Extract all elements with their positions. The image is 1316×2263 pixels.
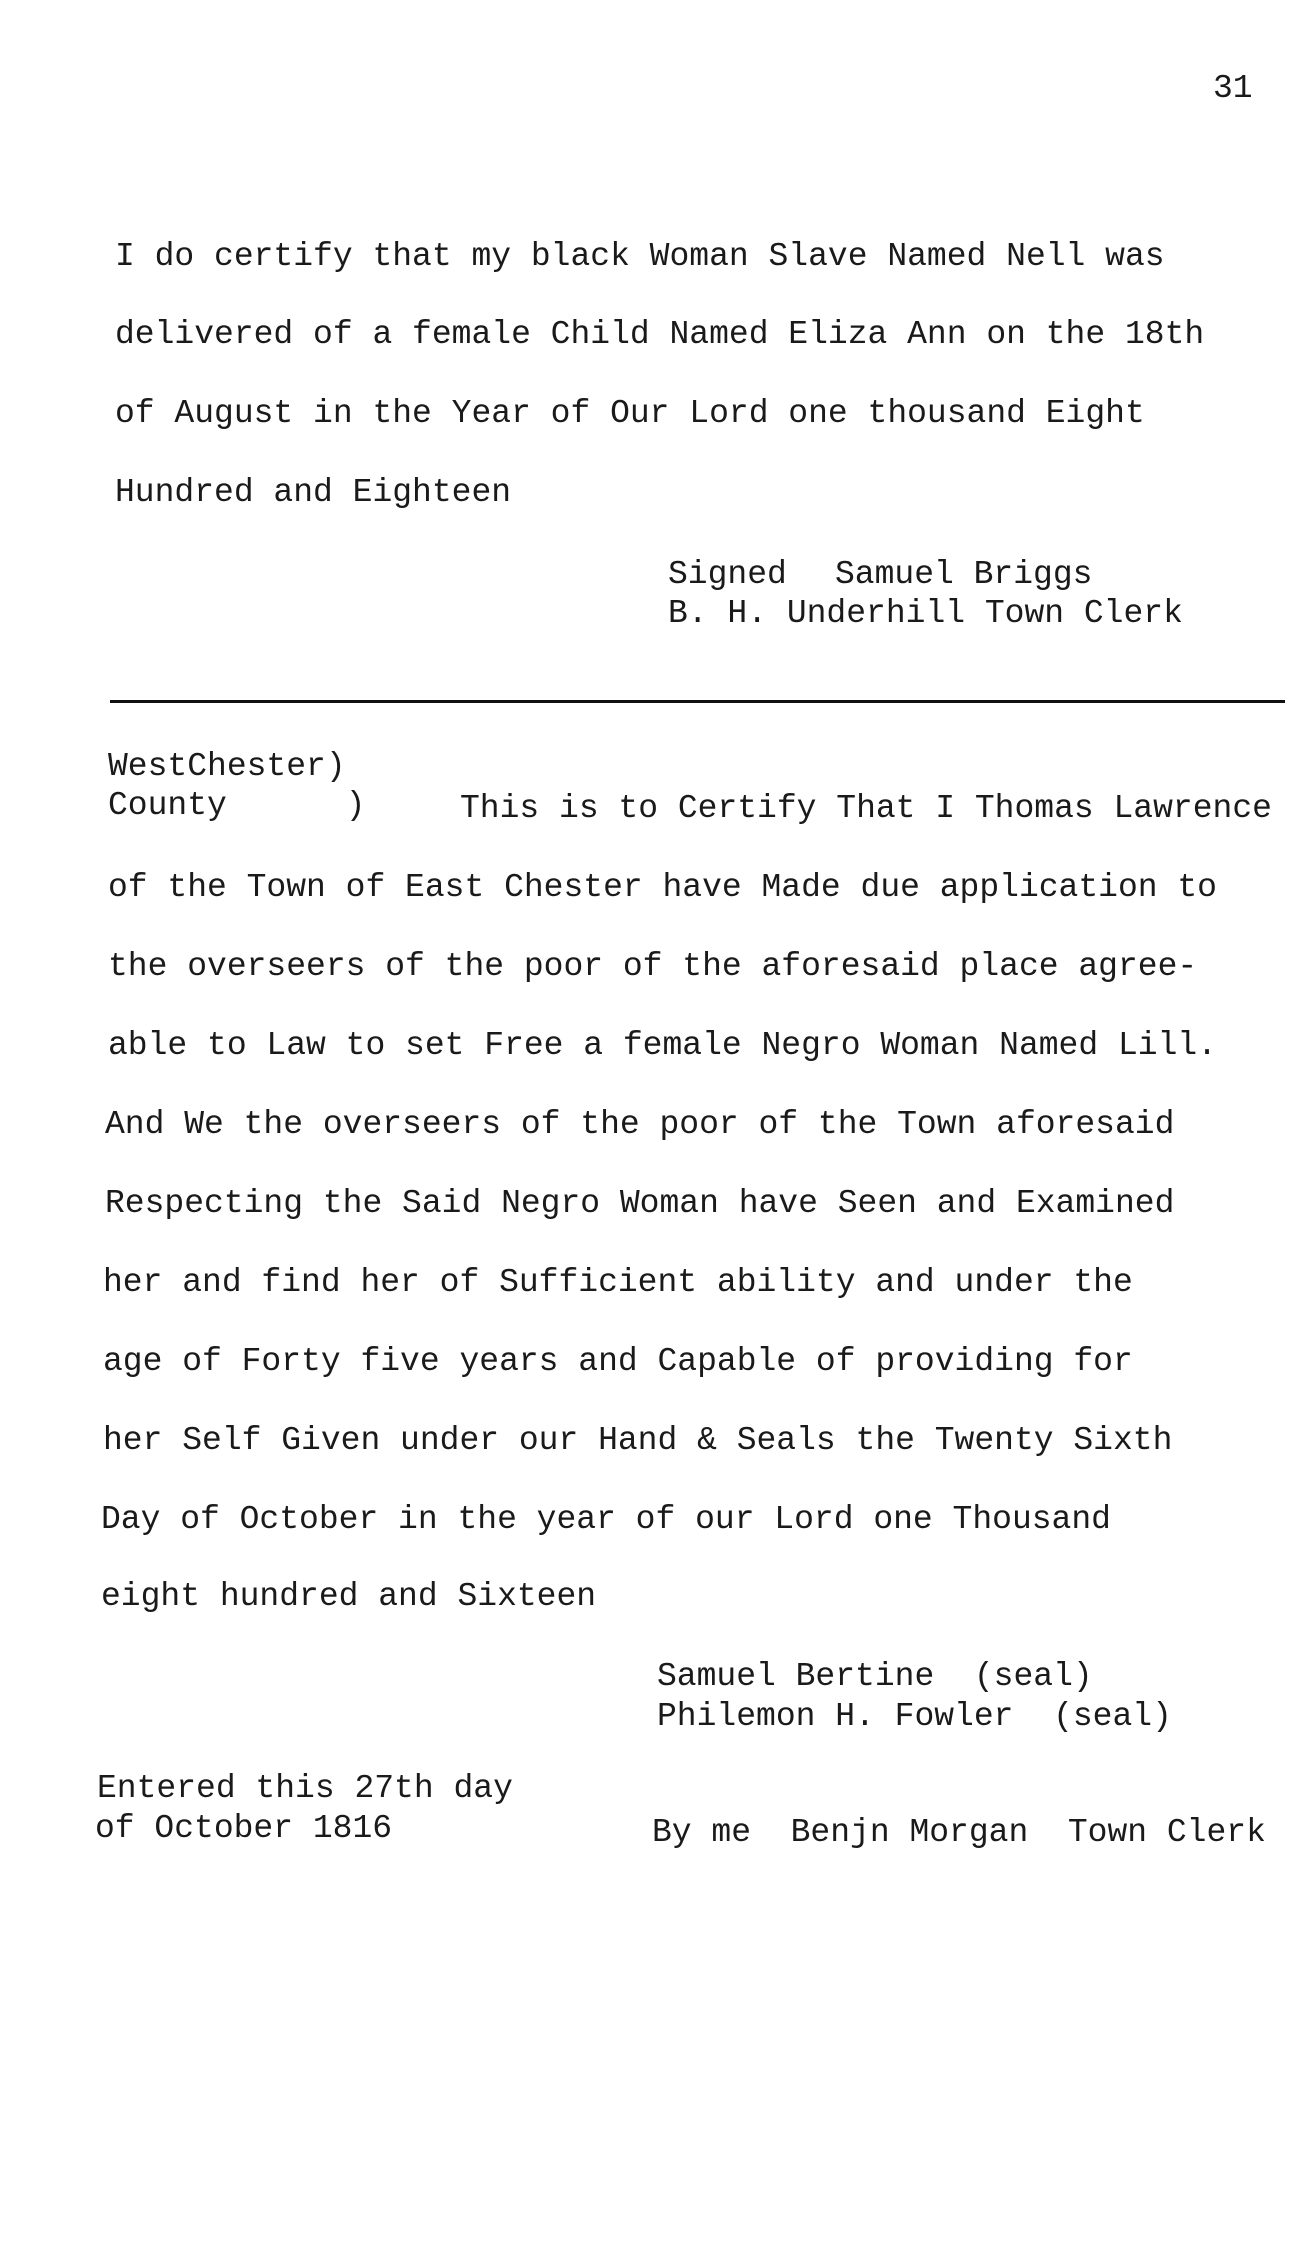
certificate-line: her and find her of Sufficient ability and under the [103,1264,1133,1301]
certificate-line: the overseers of the poor of the aforesaid place agree- [108,948,1198,985]
certificate-line: of the Town of East Chester have Made due application to [108,869,1217,906]
signer-name: Samuel Briggs [835,556,1093,593]
certificate-line: This is to Certify That I Thomas Lawrence [460,790,1272,827]
certificate-line: age of Forty five years and Capable of providing for [103,1343,1133,1380]
venue-line: WestChester) [108,748,346,785]
certificate-line: of August in the Year of Our Lord one thousand Eight [115,395,1145,432]
certificate-line: able to Law to set Free a female Negro Woman Named Lill. [108,1027,1217,1064]
certificate-line: And We the overseers of the poor of the Town aforesaid [105,1106,1175,1143]
certificate-line: I do certify that my black Woman Slave Named Nell was [115,238,1165,275]
entry-note: Entered this 27th day [97,1770,513,1807]
overseer-signature: Philemon H. Fowler (seal) [657,1698,1172,1735]
certificate-line: eight hundred and Sixteen [101,1578,597,1615]
page-number: 31 [1213,70,1253,107]
certificate-line: delivered of a female Child Named Eliza Ann on the 18th [115,316,1205,353]
venue-line: County ) [108,787,366,824]
section-divider [110,700,1285,703]
entry-note: of October 1816 [95,1810,393,1847]
signed-label: Signed [668,556,787,593]
town-clerk-signature: B. H. Underhill Town Clerk [668,595,1183,632]
certificate-line: Respecting the Said Negro Woman have Seen and Examined [105,1185,1175,1222]
certificate-line: her Self Given under our Hand & Seals the Twenty Sixth [103,1422,1173,1459]
certificate-line: Hundred and Eighteen [115,474,512,511]
overseer-signature: Samuel Bertine (seal) [657,1658,1093,1695]
town-clerk-signature: By me Benjn Morgan Town Clerk [652,1814,1266,1851]
certificate-line: Day of October in the year of our Lord one Thousand [101,1501,1111,1538]
